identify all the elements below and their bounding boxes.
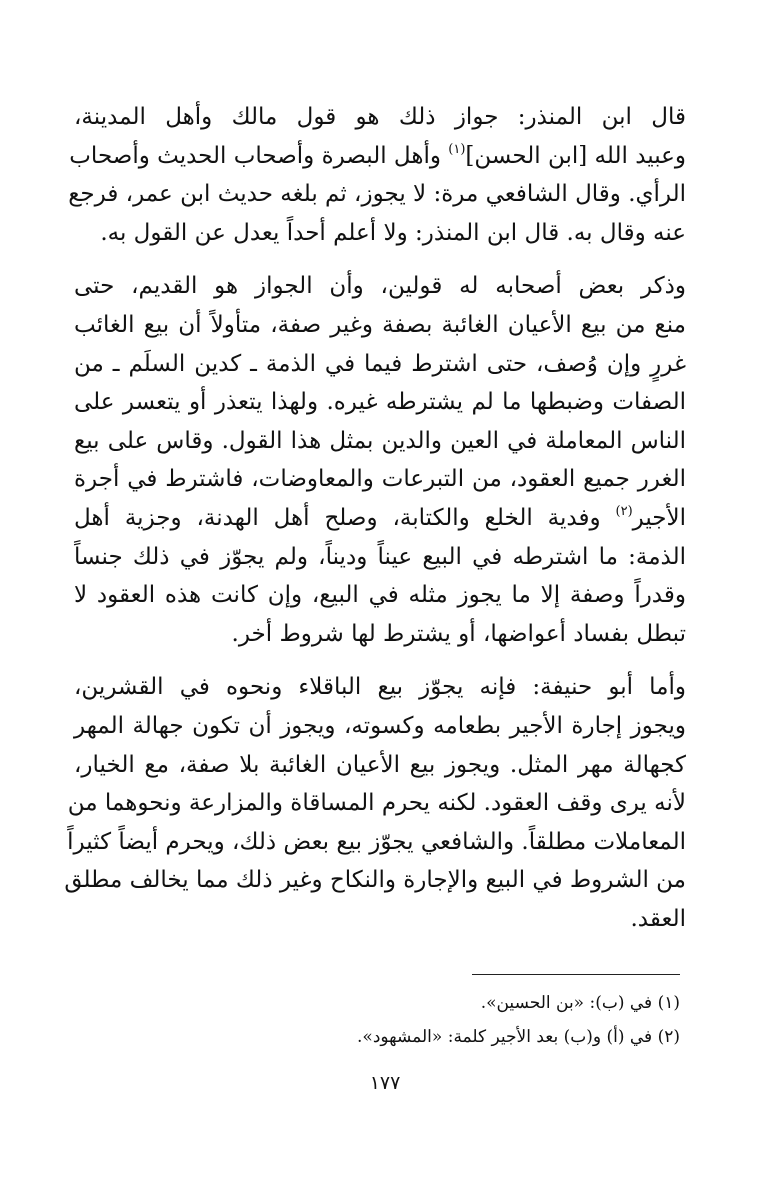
text-segment: وأهل البصرة وأصحاب الحديث وأصحاب — [69, 142, 449, 169]
text-line: كجهالة مهر المثل. ويجوز بيع الأعيان الغائبة بلا صفة، مع الخيار، — [74, 751, 686, 778]
text-line-with-footnote — [69, 137, 686, 176]
footnote-separator — [472, 974, 680, 975]
text-line: من الشروط في البيع والإجارة والنكاح وغير ذلك مما يخالف مطلق — [64, 867, 686, 894]
text-line: العقد. — [630, 905, 686, 932]
page-body — [64, 98, 686, 938]
text-segment: وفدية الخلع والكتابة، وصلح أهل الهدنة، وجزية أهل — [74, 504, 616, 531]
text-line: وأما أبو حنيفة: فإنه يجوّز بيع الباقلاء ونحوه في القشرين، — [74, 674, 686, 701]
text-line-with-footnote — [74, 499, 686, 538]
footnote-mark-2[interactable]: (٢) — [615, 503, 633, 519]
page-number: ١٧٧ — [369, 1072, 401, 1094]
text-line: المعاملات مطلقاً. والشافعي يجوّز بيع بعض ذلك، ويحرم أيضاً كثيراً — [67, 828, 686, 855]
text-line: الرأي. وقال الشافعي مرة: لا يجوز، ثم بلغه حديث ابن عمر، فرجع — [68, 181, 686, 208]
text-line: الناس المعاملة في العين والدين بمثل هذا القول. وقاس على بيع — [74, 427, 686, 454]
text-line: لأنه يرى وقف العقود. لكنه يحرم المساقاة والمزارعة ونحوهما من — [67, 790, 686, 817]
text-segment: وعبيد الله [ابن الحسن] — [465, 142, 686, 169]
paragraph-1 — [68, 98, 686, 252]
text-line: غررٍ وإن وُصف، حتى اشترط فيما في الذمة ـ كدين السلَم ـ من — [74, 350, 686, 377]
footnote-2: (٢) في (أ) و(ب) بعد الأجير كلمة: «المشهود». — [357, 1027, 680, 1047]
text-line: تبطل بفساد أعواضها، أو يشترط لها شروط أخر. — [231, 620, 686, 647]
text-line: الغرر جميع العقود، من التبرعات والمعاوضات، فاشترط في أجرة — [74, 466, 686, 493]
text-line: الذمة: ما اشترطه في البيع عيناً وديناً، ولم يجوّز في ذلك جنساً — [74, 543, 686, 570]
footnotes — [180, 986, 680, 1054]
text-line: قال ابن المنذر: جواز ذلك هو قول مالك وأهل المدينة، — [74, 104, 686, 130]
footnote-mark-1[interactable]: (١) — [448, 141, 466, 157]
text-line: وذكر بعض أصحابه له قولين، وأن الجواز هو القديم، حتى — [74, 273, 686, 300]
text-line: ويجوز إجارة الأجير بطعامه وكسوته، ويجوز أن تكون جهالة المهر — [74, 712, 686, 739]
text-line: منع من بيع الأعيان الغائبة بصفة وغير صفة، متأولاً أن بيع الغائب — [74, 311, 686, 338]
paragraph-2 — [74, 267, 686, 653]
footnote-1: (١) في (ب): «بن الحسين». — [480, 993, 680, 1013]
text-line: وقدراً وصفة إلا ما يجوز مثله في البيع، وإن كانت هذه العقود لا — [74, 582, 686, 609]
text-line: الصفات وضبطها ما لم يشترطه غيره. ولهذا يتعذر أو يتعسر على — [74, 389, 686, 416]
text-segment: الأجير — [632, 504, 686, 531]
text-line: عنه وقال به. قال ابن المنذر: ولا أعلم أحداً يعدل عن القول به. — [100, 219, 686, 246]
paragraph-3 — [64, 668, 686, 938]
